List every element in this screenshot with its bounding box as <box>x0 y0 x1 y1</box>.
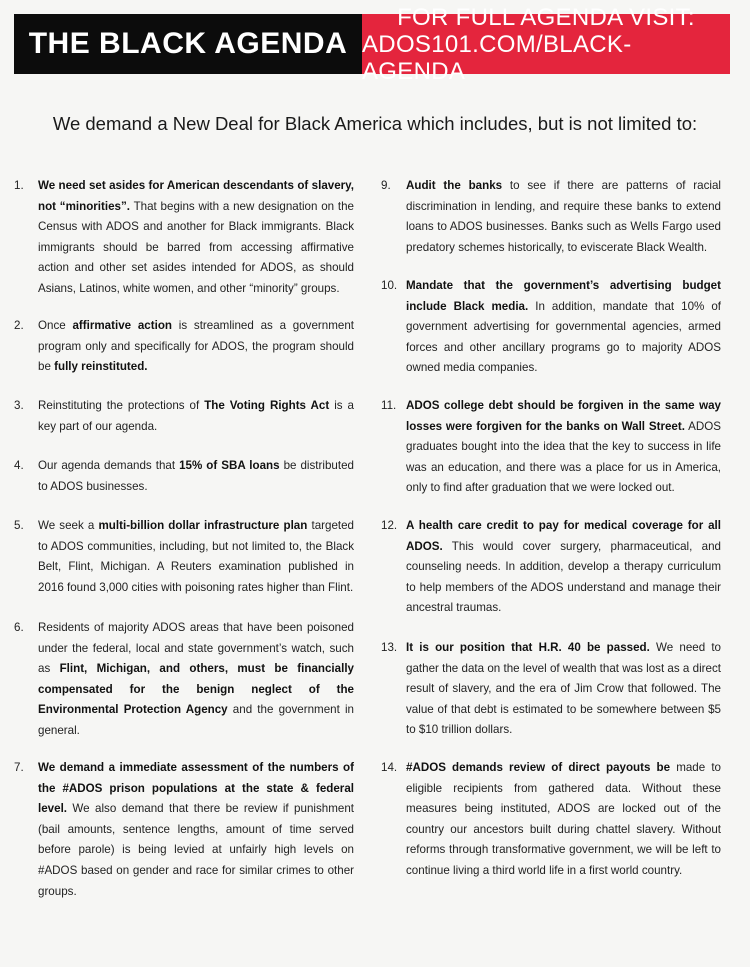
item-text-run: Reinstituting the protections of <box>38 399 205 412</box>
item-text <box>406 396 721 499</box>
item-text-emphasis: It is our position that H.R. 40 be passed. <box>406 641 650 654</box>
item-number: 1. <box>14 179 24 192</box>
item-text <box>38 758 354 902</box>
item-text-emphasis: affirmative action <box>72 319 173 332</box>
item-text-emphasis: We need set asides for American descendants of slavery, not “minorities”. <box>38 179 354 213</box>
item-text-emphasis: multi-billion dollar infrastructure plan <box>98 519 308 532</box>
item-text-emphasis: 15% of SBA loans <box>179 459 280 472</box>
item-text <box>406 276 721 379</box>
agenda-item-4 <box>14 456 354 497</box>
item-text-emphasis: A health care credit to pay for medical coverage for all ADOS. <box>406 519 721 553</box>
item-number: 12. <box>381 519 398 532</box>
item-text-run: This would cover surgery, pharmaceutical, and counseling needs. In addition, develop a therapy curriculum to help members of the ADOS understand and manage their ancestral traumas. <box>406 539 721 615</box>
item-text <box>38 516 354 598</box>
item-text-run: made to eligible recipients from gathered data. Without these measures being instituted, ADOS are locked out of the country our ancestors built during chattel slavery. Without reforms through transformative government, we will be left to continue living a third world life in a first world country. <box>406 761 721 877</box>
agenda-item-13 <box>381 638 721 741</box>
item-text <box>406 758 721 882</box>
item-text-run: Residents of majority ADOS areas that have been poisoned under the federal, local and state government’s watch, such as <box>38 621 354 676</box>
agenda-item-11 <box>381 396 721 499</box>
agenda-item-1 <box>14 176 354 300</box>
item-number: 5. <box>14 519 24 532</box>
item-number: 2. <box>14 319 24 332</box>
agenda-title <box>14 14 362 74</box>
item-text-run: targeted to ADOS communities, including, but not limited to, the Black Belt, Flint, Michigan. A Reuters examination published in 2016 found 3,000 cities with poisoning rates higher than Flint. <box>38 519 355 594</box>
item-text-emphasis: We demand a immediate assessment of the numbers of the #ADOS prison populations at the state & federal level. <box>38 761 354 816</box>
item-number: 6. <box>14 621 24 634</box>
agenda-url-banner <box>362 3 730 85</box>
agenda-item-14 <box>381 758 721 882</box>
item-number: 7. <box>14 761 24 774</box>
item-number: 13. <box>381 641 398 654</box>
agenda-item-2 <box>14 316 354 378</box>
item-text-emphasis: The Voting Rights Act <box>204 399 330 412</box>
item-text-emphasis: fully reinstituted. <box>54 360 148 374</box>
header-banner <box>14 3 730 85</box>
item-text-run: Once <box>38 319 73 332</box>
item-text <box>38 618 354 742</box>
item-text-run: is streamlined as a government program only and specifically for ADOS, the program should be <box>38 319 355 374</box>
item-number: 9. <box>381 179 391 192</box>
item-text <box>406 516 721 619</box>
agenda-item-5 <box>14 516 354 598</box>
item-text-run: In addition, mandate that 10% of government advertising for governmental agencies, armed forces and other ancillary programs go to majority ADOS owned media companies. <box>406 299 721 375</box>
agenda-title-text: THE BLACK AGENDA <box>28 27 348 60</box>
item-text-run: and the government in general. <box>38 703 355 737</box>
item-number: 3. <box>14 399 24 412</box>
agenda-item-12 <box>381 516 721 619</box>
cta-line-1: FOR FULL AGENDA VISIT: <box>397 3 695 31</box>
item-text <box>406 638 721 741</box>
intro-statement: We demand a New Deal for Black America which includes, but is not limited to: <box>52 113 698 134</box>
agenda-item-3 <box>14 396 354 437</box>
item-text-run: We seek a <box>38 519 99 532</box>
item-text-emphasis: Mandate that the government’s advertising budget include Black media. <box>406 279 721 313</box>
item-text-run: We need to gather the data on the level of wealth that was lost as a direct result of slavery, and the era of Jim Crow that followed. The value of that debt is estimated to be somewhere between $5 to $10 trillion dollars. <box>406 641 721 737</box>
item-text-emphasis: Flint, Michigan, and others, must be financially compensated for the benign neglect of the Environmental Protection Agency <box>38 662 354 717</box>
item-text-run: ADOS graduates bought into the idea that the key to success in life was an education, and there was a place for us in America, only to find after graduation that we were locked out. <box>406 419 721 495</box>
item-text-emphasis: Audit the banks <box>406 179 503 192</box>
agenda-item-7 <box>14 758 354 902</box>
item-text-emphasis: ADOS college debt should be forgiven in the same way losses were forgiven for the banks on Wall Street. <box>406 399 721 433</box>
item-text-run: is a key part of our agenda. <box>38 399 354 433</box>
item-text <box>38 176 354 300</box>
item-text <box>38 316 354 378</box>
item-text-run: We also demand that there be review if punishment (bail amounts, sentence lengths, amount of time served before parole) is being levied at unfairly high levels on #ADOS based on gender and race for similar crimes to other groups. <box>38 802 354 898</box>
item-text <box>406 176 721 258</box>
item-text-run: That begins with a new designation on the Census with ADOS and another for Black immigrants. Black immigrants should be barred from accessing affirmative action and other set asides intended for ADOS, as should Asians, Latinos, white women, and other “minority” groups. <box>38 199 354 295</box>
item-text <box>38 396 354 437</box>
item-text-run: to see if there are patterns of racial discrimination in lending, and require these banks to extend loans to ADOS businesses. Banks such as Wells Fargo used predatory schemes historically, to eviscerate Black Wealth. <box>406 179 721 254</box>
item-text-run: be distributed to ADOS businesses. <box>38 459 354 493</box>
item-number: 14. <box>381 761 398 774</box>
item-text <box>38 456 354 497</box>
item-number: 11. <box>381 399 397 412</box>
item-number: 4. <box>14 459 24 472</box>
item-number: 10. <box>381 279 398 292</box>
agenda-item-9 <box>381 176 721 258</box>
agenda-item-6 <box>14 618 354 742</box>
agenda-item-10 <box>381 276 721 379</box>
item-text-emphasis: #ADOS demands review of direct payouts be <box>406 761 671 774</box>
item-text-run: Our agenda demands that <box>38 459 180 472</box>
cta-url: ADOS101.COM/BLACK-AGENDA <box>362 30 632 85</box>
